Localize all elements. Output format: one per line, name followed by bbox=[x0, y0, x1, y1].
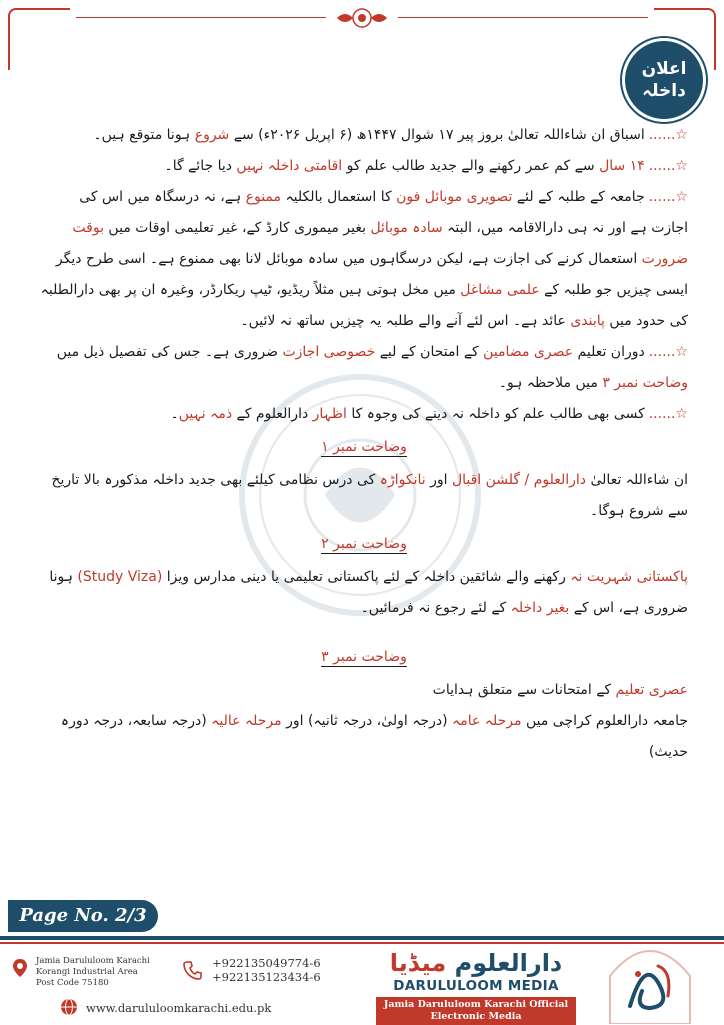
p5-segment-0: ☆...... bbox=[648, 406, 688, 422]
p3-segment-0: ☆...... bbox=[648, 189, 688, 205]
section-2-heading: وضاحت نمبر ۲ bbox=[321, 536, 407, 552]
paragraph-4 bbox=[40, 337, 688, 399]
address-block bbox=[36, 956, 166, 989]
p1-segment-0: ☆...... bbox=[648, 127, 688, 143]
paragraph-5 bbox=[40, 399, 688, 430]
section3-segment-2: (درجہ اولیٰ، درجہ ثانیہ) اور bbox=[281, 713, 452, 729]
p4-segment-6: وضاحت نمبر ۳ bbox=[602, 375, 688, 391]
section-3-subheading: عصری تعلیم کے امتحانات سے متعلق ہدایات bbox=[432, 682, 688, 698]
section1-segment-4: کی درس نظامی کیلئے بھی جدید داخلہ مذکورہ بالا تاریخ سے شروع ہوگا۔ bbox=[51, 472, 688, 519]
p3-segment-12: پابندی bbox=[570, 313, 605, 329]
p3-segment-2: تصویری موبائل فون bbox=[396, 189, 513, 205]
globe-icon bbox=[60, 998, 78, 1016]
media-brand-english: DARULULOOM MEDIA bbox=[393, 978, 559, 994]
p3-segment-8: بوقت ضرورت bbox=[72, 220, 688, 267]
p4-segment-0: ☆...... bbox=[648, 344, 688, 360]
p1-segment-1: اسباق ان شاءاللہ تعالیٰ بروز پیر ۱۷ شوال ۱۴۴۷ھ (۶ اپریل ۲۰۲۶ء) سے bbox=[229, 127, 645, 143]
footer bbox=[0, 900, 724, 1024]
section1-segment-0: ان شاءاللہ تعالیٰ bbox=[586, 472, 688, 488]
p2-segment-3: اقامتی داخلہ نہیں bbox=[236, 158, 343, 174]
section2-segment-1: رکھنے والے شائقین داخلہ کے لئے پاکستانی تعلیمی یا دینی مدارس ویزا bbox=[162, 569, 571, 585]
address-line-1: Jamia Darululoom Karachi bbox=[36, 956, 150, 966]
section2-segment-2: (Study Viza) bbox=[77, 569, 163, 585]
p3-segment-10: علمی مشاغل bbox=[460, 282, 540, 298]
section2-segment-3: ہونا ضروری ہے، اس کے bbox=[49, 569, 688, 616]
section1-segment-1: دارالعلوم / گلشن اقبال bbox=[451, 472, 587, 488]
section3-segment-4: (درجہ سابعہ، درجہ دورہ حدیث) bbox=[60, 713, 688, 760]
section3-segment-0: جامعہ دارالعلوم کراچی میں bbox=[521, 713, 688, 729]
website-link[interactable]: www.darululoomkarachi.edu.pk bbox=[86, 1001, 272, 1015]
section-1-text bbox=[40, 465, 688, 527]
p4-segment-1: دوران تعلیم bbox=[573, 344, 645, 360]
p4-segment-7: میں ملاحظہ ہو۔ bbox=[498, 375, 603, 391]
page-number: Page No. 2/3 bbox=[8, 900, 158, 932]
p4-segment-5: ضروری ہے۔ جس کی تفصیل ذیل میں bbox=[56, 344, 283, 360]
section3-segment-1: مرحلہ عامہ bbox=[452, 713, 522, 729]
p3-segment-4: ممنوع bbox=[245, 189, 282, 205]
p3-segment-6: سادہ موبائل bbox=[370, 220, 443, 236]
section2-segment-4: بغیر داخلہ bbox=[510, 600, 570, 616]
paragraph-2 bbox=[40, 151, 688, 182]
top-rule-left bbox=[76, 17, 326, 18]
p3-segment-11: میں مخل ہوتی ہیں مثلاً ریڈیو، ٹیپ ریکارڈر، وغیرہ ان پر بھی دارالطلبہ کی حدود میں bbox=[40, 282, 688, 329]
section2-segment-0: پاکستانی شہریت نہ bbox=[570, 569, 688, 585]
p2-segment-0: ☆...... bbox=[648, 158, 688, 174]
admission-announcement-badge bbox=[622, 38, 706, 122]
media-brand-subtitle: Jamia Darululoom Karachi Official Electronic Media bbox=[376, 997, 576, 1025]
p3-segment-1: جامعہ کے طلبہ کے لئے bbox=[512, 189, 645, 205]
address-line-2: Korangi Industrial Area bbox=[36, 967, 138, 977]
section-3-text bbox=[40, 706, 688, 768]
calligraphy-logo-icon bbox=[590, 936, 710, 1024]
p1-segment-3: ہونا متوقع ہیں۔ bbox=[93, 127, 195, 143]
p4-segment-2: عصری مضامین bbox=[483, 344, 574, 360]
section-2-text bbox=[40, 562, 688, 624]
media-brand-urdu: دارالعلوم میڈیا bbox=[389, 949, 563, 977]
p2-segment-1: ۱۴ سال bbox=[599, 158, 645, 174]
p5-segment-2: اظہار bbox=[312, 406, 347, 422]
section-3-heading: وضاحت نمبر ۳ bbox=[321, 649, 407, 665]
badge-line-1: اعلان bbox=[641, 59, 687, 79]
section2-segment-5: کے لئے رجوع نہ فرمائیں۔ bbox=[360, 600, 511, 616]
p5-segment-1: کسی بھی طالب علم کو داخلہ نہ دینے کی وجوہ کا bbox=[346, 406, 645, 422]
paragraph-3 bbox=[40, 182, 688, 337]
section-1-heading: وضاحت نمبر ۱ bbox=[321, 439, 407, 455]
p5-segment-4: ذمہ نہیں bbox=[178, 406, 233, 422]
p5-segment-5: ۔ bbox=[170, 406, 179, 422]
p3-segment-5: ہے، نہ درسگاہ میں اس کی اجازت ہے اور نہ ہی دارالاقامہ میں، البتہ bbox=[79, 189, 688, 236]
p4-segment-4: خصوصی اجازت bbox=[282, 344, 376, 360]
p3-segment-3: کا استعمال بالکلیہ bbox=[281, 189, 397, 205]
p2-segment-4: دیا جائے گا۔ bbox=[164, 158, 237, 174]
section1-segment-3: نانکواڑہ bbox=[379, 472, 426, 488]
p1-segment-2: شروع bbox=[194, 127, 230, 143]
p5-segment-3: دارالعلوم کے bbox=[232, 406, 313, 422]
frame-corner-top-left bbox=[8, 8, 70, 70]
location-pin-icon bbox=[10, 958, 30, 978]
address-line-3: Post Code 75180 bbox=[36, 978, 109, 988]
phone-icon bbox=[183, 960, 203, 980]
announcement-body bbox=[40, 120, 688, 768]
p4-segment-3: کے امتحان کے لیے bbox=[375, 344, 484, 360]
badge-line-2: داخلہ bbox=[642, 81, 686, 101]
top-rule-right bbox=[398, 17, 648, 18]
p3-segment-13: عائد ہے۔ اس لئے آنے والے طلبہ یہ چیزیں ساتھ نہ لائیں۔ bbox=[240, 313, 571, 329]
section1-segment-2: اور bbox=[425, 472, 452, 488]
p2-segment-2: سے کم عمر رکھنے والے جدید طالب علم کو bbox=[342, 158, 600, 174]
ornament-icon bbox=[335, 6, 389, 30]
phone-number-2[interactable]: +922135123434-6 bbox=[212, 970, 321, 984]
phone-number-1[interactable]: +922135049774-6 bbox=[212, 956, 321, 970]
phone-numbers bbox=[212, 956, 321, 984]
p3-segment-9: استعمال کرنے کی اجازت ہے، لیکن درسگاہوں میں سادہ موبائل لانا بھی ممنوع ہے۔ اسی طرح دیگر ایسی چیزیں جو طلبہ کے bbox=[55, 251, 688, 298]
media-brand bbox=[376, 948, 576, 1025]
p3-segment-7: بغیر میموری کارڈ کے، غیر تعلیمی اوقات میں bbox=[103, 220, 371, 236]
paragraph-1 bbox=[40, 120, 688, 151]
section3-segment-3: مرحلہ عالیہ bbox=[211, 713, 282, 729]
